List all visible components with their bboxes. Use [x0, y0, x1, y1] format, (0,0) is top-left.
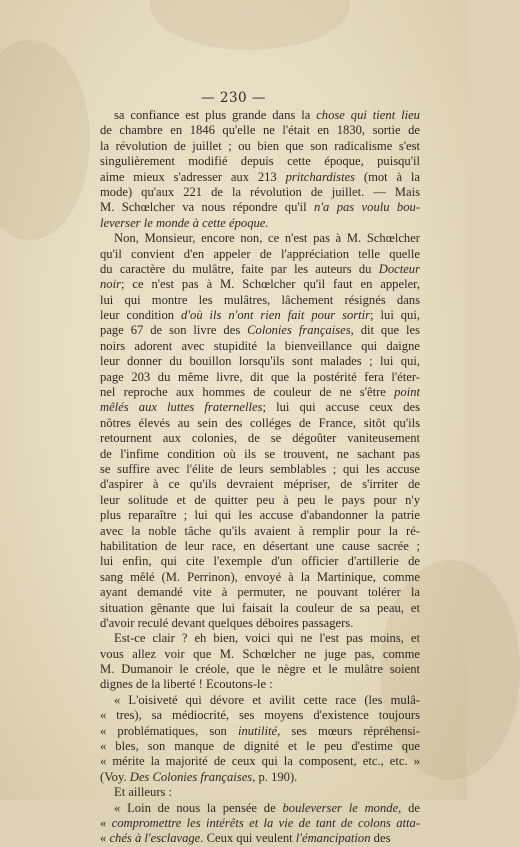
text-run: noirs adorent avec stupidité la bienveillance qui daigne	[100, 338, 420, 353]
text-run: , dit que les	[350, 323, 421, 338]
text-run: aime mieux s'adresser aux 213	[100, 169, 286, 184]
text-run: ; lui qui accuse ceux des	[262, 400, 420, 415]
text-line	[100, 277, 420, 292]
text-line	[100, 339, 420, 354]
text-run: , ses mœurs répréhensi-	[277, 723, 420, 738]
italic-text: compromettre les intérêts et la vie de tant de colons atta-	[111, 815, 421, 830]
text-run: (mot à la	[355, 169, 420, 184]
italic-text: point	[394, 385, 420, 400]
text-line	[100, 447, 420, 462]
text-run: leur donner du bouillon lorsqu'ils sont malades ; lui qui,	[100, 354, 420, 369]
text-run: nel reproche aux hommes de couleur de ne s'être	[100, 385, 395, 400]
text-run: de l'infime condition où ils se trouvent, ne sachant pas	[100, 446, 420, 461]
text-line	[100, 477, 420, 492]
text-run: ; lui qui,	[370, 308, 421, 323]
text-line	[100, 816, 420, 831]
paragraph-q2	[100, 801, 420, 847]
text-line	[100, 247, 420, 262]
text-line	[100, 631, 420, 646]
text-run: habilitation de leur race, en désertant une cause sacrée ;	[100, 538, 420, 553]
text-run: avec la noble tâche qu'ils avaient à remplir pour la ré-	[100, 523, 420, 538]
italic-text: n'a pas voulu bou-	[314, 200, 420, 215]
text-run: plus reparaître ; lui qui les accuse d'abandonner la patrie	[100, 508, 420, 523]
text-run: singulièrement modifié depuis cette époque, puisqu'il	[100, 154, 420, 169]
text-run: «	[100, 831, 110, 846]
text-run: lui enfin, qui cite l'exemple d'un officier d'artillerie de	[100, 554, 420, 569]
text-line	[100, 108, 420, 123]
italic-text: Des Colonies françaises	[129, 769, 253, 784]
text-run: retournent aux colonies, de se dégoûter vaniteusement	[100, 431, 420, 446]
text-line	[100, 647, 420, 662]
text-line	[100, 400, 420, 415]
text-line	[100, 231, 420, 246]
text-line	[100, 416, 420, 431]
text-run: « mérite la majorité de ceux qui la composent, etc., etc. »	[100, 754, 420, 769]
text-run: M. Schœlcher va nous répondre qu'il	[100, 200, 315, 215]
text-run: sa confiance est plus grande dans la	[114, 108, 317, 122]
text-line	[100, 431, 420, 446]
text-line	[100, 154, 420, 169]
text-line	[100, 831, 420, 846]
italic-text: leverser le monde à cette époque.	[100, 215, 269, 230]
text-line	[100, 139, 420, 154]
text-run: des	[370, 831, 391, 846]
text-line	[100, 323, 420, 338]
paragraph-p1	[100, 108, 420, 231]
paragraph-p2	[100, 231, 420, 631]
text-run: Non, Monsieur, encore non, ce n'est pas à M. Schœlcher	[114, 231, 420, 246]
text-line	[100, 354, 420, 369]
text-run: mode) qu'aux 221 de la révolution de juillet. — Mais	[100, 184, 420, 199]
text-line	[100, 370, 420, 385]
text-line	[100, 739, 420, 754]
text-run: Et ailleurs :	[114, 785, 173, 800]
text-line	[100, 724, 420, 739]
text-line	[100, 677, 420, 692]
italic-text: l'émancipation	[295, 831, 371, 846]
text-line	[100, 785, 420, 800]
text-line	[100, 170, 420, 185]
text-line	[100, 770, 420, 785]
text-line	[100, 754, 420, 769]
text-run: (Voy.	[100, 769, 130, 784]
text-line	[100, 262, 420, 277]
text-run: « L'oisiveté qui dévore et avilit cette race (les mulâ-	[114, 692, 420, 707]
text-line	[100, 308, 420, 323]
italic-text: noir	[100, 277, 121, 292]
text-run: se suffire avec l'élite de leurs semblables ; qui les accuse	[100, 461, 420, 476]
text-line	[100, 570, 420, 585]
text-run: page 67 de son livre des	[100, 323, 248, 338]
text-line	[100, 385, 420, 400]
text-line	[100, 601, 420, 616]
text-run: leur condition	[100, 308, 182, 323]
text-run: « Loin de nous la pensée de	[114, 800, 283, 815]
text-run: du caractère du mulâtre, faite par les auteurs du	[100, 261, 379, 276]
text-run: « tres), sa médiocrité, ses moyens d'existence toujours	[100, 708, 420, 723]
text-run: M. Dumanoir le créole, que le nègre et le mulâtre soient	[100, 662, 420, 677]
text-run: qu'il convient d'en appeler de l'appréciation telle quelle	[100, 246, 420, 261]
text-run: sang mêlé (M. Perrinon), envoyé à la Martinique, comme	[100, 569, 420, 584]
text-run: de chambre en 1846 qu'elle ne l'était en 1830, sortie de	[100, 123, 420, 138]
text-run: «	[100, 815, 112, 830]
text-line	[100, 554, 420, 569]
italic-text: pritchardistes	[285, 169, 356, 184]
text-line	[100, 216, 420, 231]
text-run: situation gênante que lui faisait la couleur de sa peau, et	[100, 600, 420, 615]
italic-text: chés à l'esclavage	[109, 831, 201, 846]
text-line	[100, 693, 420, 708]
paragraph-p4	[100, 785, 420, 800]
italic-text: d'où ils n'ont rien fait pour sortir	[181, 308, 371, 323]
italic-text: inutilité	[237, 723, 278, 738]
text-run: . Ceux qui veulent	[200, 831, 296, 846]
text-run: page 203 du même livre, dit que la postérité fera l'éter-	[100, 369, 420, 384]
text-line	[100, 493, 420, 508]
paper-stain	[0, 40, 90, 240]
paragraph-q1	[100, 693, 420, 785]
text-run: la révolution de juillet ; ou bien que son radicalisme s'est	[100, 138, 420, 153]
text-run: nôtres élevés au sein des colléges de France, sitôt qu'ils	[100, 415, 420, 430]
text-line	[100, 585, 420, 600]
text-run: « bles, son manque de dignité et le peu d'estime que	[100, 739, 420, 754]
text-line	[100, 524, 420, 539]
text-line	[100, 539, 420, 554]
page-number: — 230 —	[201, 90, 266, 106]
text-line	[100, 123, 420, 138]
text-line	[100, 616, 420, 631]
text-line	[100, 662, 420, 677]
paper-stain	[150, 0, 350, 50]
text-line	[100, 185, 420, 200]
text-line	[100, 508, 420, 523]
text-run: ayant demandé vite à permuter, ne pouvant tolérer la	[100, 585, 420, 600]
text-line	[100, 801, 420, 816]
text-run: leur solitude et de quitter peu à peu le pays pour n'y	[100, 492, 420, 507]
italic-text: Docteur	[378, 261, 420, 276]
text-run: d'avoir reculé devant quelques déboires passagers.	[100, 615, 354, 630]
text-run: dignes de la liberté ! Ecoutons-le :	[100, 677, 273, 692]
italic-text: bouleverser le monde	[282, 800, 399, 815]
text-run: , de	[398, 800, 420, 815]
text-run: lui qui montre les mulâtres, lâchement résignés dans	[100, 292, 420, 307]
text-run: , p. 190).	[252, 769, 298, 784]
text-run: ; ce n'est pas à M. Schœlcher qu'il faut en appeler,	[121, 277, 420, 292]
text-run: d'aspirer à ce qu'ils devraient mépriser, de s'irriter de	[100, 477, 420, 492]
text-line	[100, 708, 420, 723]
text-run: « problématiques, son	[100, 723, 238, 738]
paragraph-p3	[100, 631, 420, 693]
italic-text: chose qui tient lieu	[316, 108, 420, 122]
text-line	[100, 200, 420, 215]
body-text	[100, 108, 420, 847]
text-line	[100, 462, 420, 477]
italic-text: mêlés aux luttes fraternelles	[100, 400, 263, 415]
text-line	[100, 293, 420, 308]
text-run: vous allez voir que M. Schœlcher ne juge pas, comme	[100, 646, 420, 661]
italic-text: Colonies françaises	[247, 323, 351, 338]
text-run: Est-ce clair ? eh bien, voici qui ne l'est pas moins, et	[114, 631, 420, 646]
